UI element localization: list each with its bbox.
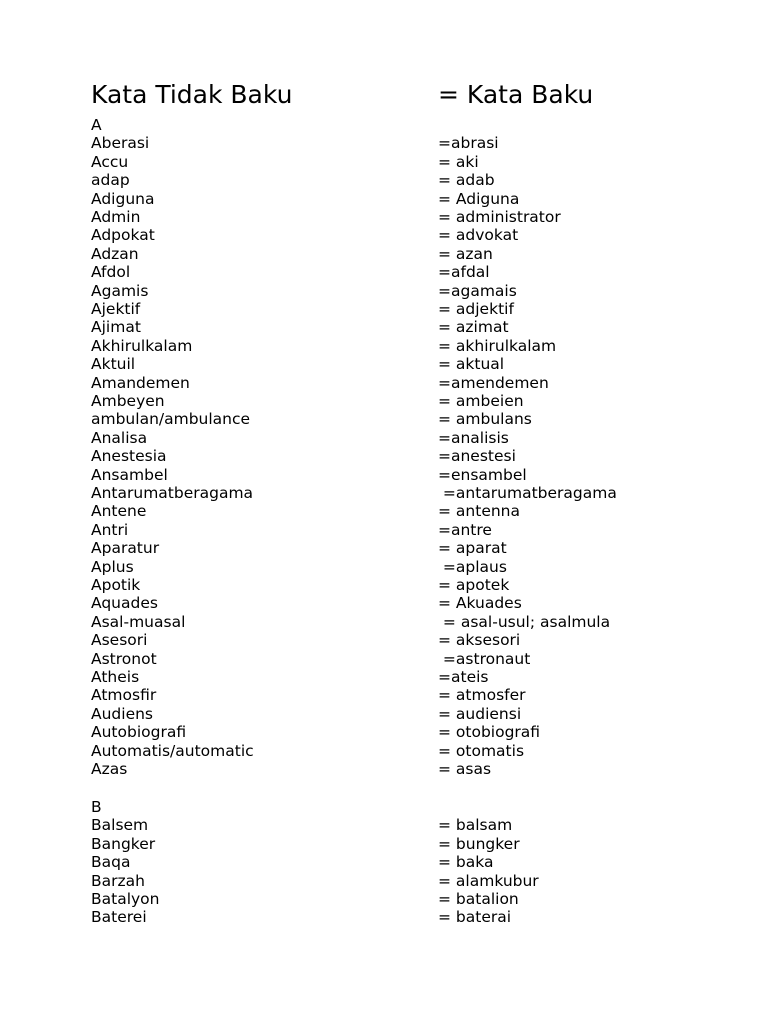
kata-baku: =ensambel: [438, 465, 527, 484]
kata-tidak-baku: Afdol: [91, 263, 131, 282]
kata-baku: = batalion: [438, 890, 519, 908]
list-item: [0, 153, 768, 171]
kata-baku: = Akuades: [438, 594, 522, 613]
header-kata-tidak-baku: Kata Tidak Baku: [91, 80, 293, 109]
list-item: [0, 190, 768, 208]
kata-baku: = ambeien: [438, 392, 524, 410]
kata-baku: = aktual: [438, 355, 505, 374]
kata-tidak-baku: Atmosfir: [91, 686, 157, 705]
kata-tidak-baku: Atheis: [91, 668, 140, 686]
kata-baku: = asas: [438, 760, 492, 778]
list-item: [0, 539, 768, 557]
kata-baku: = audiensi: [438, 704, 522, 723]
kata-tidak-baku: Akhirulkalam: [91, 336, 193, 355]
list-item: [0, 835, 768, 853]
kata-tidak-baku: Ansambel: [91, 465, 168, 484]
kata-tidak-baku: Anestesia: [91, 447, 167, 466]
list-item: [0, 318, 768, 336]
kata-baku: = Adiguna: [438, 189, 520, 208]
kata-baku: = balsam: [438, 816, 513, 835]
list-item: [0, 686, 768, 704]
kata-tidak-baku: Antarumatberagama: [91, 484, 254, 502]
kata-baku: = baka: [438, 853, 494, 872]
kata-tidak-baku: Autobiografi: [91, 723, 187, 742]
list-item: [0, 872, 768, 890]
list-item: [0, 705, 768, 723]
list-item: [0, 631, 768, 649]
kata-tidak-baku: Ajimat: [91, 318, 141, 337]
kata-baku: = antenna: [438, 502, 520, 521]
kata-tidak-baku: Aplus: [91, 557, 134, 576]
kata-baku: =ateis: [438, 668, 489, 686]
kata-tidak-baku: Aquades: [91, 594, 158, 613]
list-item: [0, 890, 768, 908]
list-item: [0, 171, 768, 189]
kata-tidak-baku: Ajektif: [91, 300, 141, 318]
kata-baku: = akhirulkalam: [438, 336, 557, 355]
list-item: [0, 853, 768, 871]
list-item: [0, 263, 768, 281]
kata-baku: = apotek: [438, 576, 510, 594]
kata-baku: = administrator: [438, 208, 561, 226]
kata-baku: = aksesori: [438, 631, 521, 650]
list-item: [0, 355, 768, 373]
kata-baku: = adjektif: [438, 300, 514, 318]
kata-tidak-baku: Agamis: [91, 281, 149, 300]
list-item: [0, 594, 768, 612]
kata-tidak-baku: Asal-muasal: [91, 612, 186, 631]
list-item: [0, 282, 768, 300]
kata-baku: =abrasi: [438, 134, 499, 153]
list-item: [0, 723, 768, 741]
kata-baku: =aplaus: [438, 557, 507, 576]
kata-tidak-baku: Ambeyen: [91, 392, 165, 410]
list-item: [0, 742, 768, 760]
kata-tidak-baku: Aparatur: [91, 539, 160, 558]
kata-tidak-baku: Adpokat: [91, 226, 155, 245]
list-item: [0, 613, 768, 631]
kata-baku: = aki: [438, 152, 479, 171]
kata-baku: =amendemen: [438, 373, 549, 392]
kata-tidak-baku: Admin: [91, 208, 141, 226]
kata-baku: = asal-usul; asalmula: [438, 612, 611, 631]
kata-tidak-baku: Baterei: [91, 908, 147, 927]
header-kata-baku: = Kata Baku: [438, 80, 594, 109]
kata-baku: =antre: [438, 520, 492, 539]
list-item: [0, 300, 768, 318]
kata-baku: = azan: [438, 244, 493, 263]
kata-tidak-baku: Asesori: [91, 631, 148, 650]
kata-tidak-baku: Aberasi: [91, 134, 150, 153]
kata-baku: = atmosfer: [438, 686, 526, 705]
kata-baku: = aparat: [438, 539, 507, 558]
list-item: [0, 908, 768, 926]
list-item: [0, 226, 768, 244]
kata-baku: = otomatis: [438, 741, 525, 760]
section-letter: B: [91, 798, 102, 816]
kata-tidak-baku: Amandemen: [91, 373, 190, 392]
table-header: [0, 78, 768, 112]
list-item: [0, 558, 768, 576]
kata-tidak-baku: adap: [91, 171, 130, 190]
kata-baku: =astronaut: [438, 649, 531, 668]
kata-tidak-baku: Adzan: [91, 244, 139, 263]
kata-baku: =analisis: [438, 428, 509, 447]
list-item: [0, 760, 768, 778]
kata-tidak-baku: Barzah: [91, 871, 145, 890]
kata-baku: = azimat: [438, 318, 509, 337]
kata-baku: =anestesi: [438, 447, 516, 466]
list-item: [0, 650, 768, 668]
list-item: [0, 502, 768, 520]
list-item: [0, 337, 768, 355]
kata-tidak-baku: Audiens: [91, 704, 154, 723]
list-item: [0, 521, 768, 539]
list-item: [0, 429, 768, 447]
kata-baku: =agamais: [438, 281, 517, 300]
kata-baku: = ambulans: [438, 410, 532, 429]
kata-tidak-baku: Automatis/automatic: [91, 741, 254, 760]
kata-tidak-baku: Adiguna: [91, 189, 155, 208]
list-item: [0, 392, 768, 410]
kata-baku: = bungker: [438, 834, 520, 853]
kata-tidak-baku: Aktuil: [91, 355, 136, 374]
kata-baku: = advokat: [438, 226, 519, 245]
kata-tidak-baku: Accu: [91, 152, 129, 171]
kata-tidak-baku: Apotik: [91, 576, 141, 594]
kata-baku: =antarumatberagama: [438, 484, 617, 502]
kata-tidak-baku: Balsem: [91, 816, 149, 835]
list-item: [0, 484, 768, 502]
kata-baku: = otobiografi: [438, 723, 541, 742]
kata-baku: = adab: [438, 171, 495, 190]
list-item: [0, 466, 768, 484]
kata-tidak-baku: Analisa: [91, 428, 148, 447]
list-item: [0, 134, 768, 152]
kata-tidak-baku: ambulan/ambulance: [91, 410, 251, 429]
list-item: [0, 576, 768, 594]
kata-tidak-baku: Batalyon: [91, 890, 160, 908]
kata-tidak-baku: Bangker: [91, 834, 156, 853]
kata-tidak-baku: Azas: [91, 760, 128, 778]
kata-baku: =afdal: [438, 263, 490, 282]
list-item: [0, 668, 768, 686]
kata-tidak-baku: Baqa: [91, 853, 131, 872]
list-item: [0, 208, 768, 226]
kata-baku: = alamkubur: [438, 871, 539, 890]
kata-tidak-baku: Antri: [91, 520, 129, 539]
list-item: [0, 245, 768, 263]
section-letter: A: [91, 116, 102, 134]
list-item: [0, 410, 768, 428]
list-item: [0, 447, 768, 465]
list-item: [0, 816, 768, 834]
kata-tidak-baku: Astronot: [91, 649, 157, 668]
kata-baku: = baterai: [438, 908, 512, 927]
list-item: [0, 374, 768, 392]
kata-tidak-baku: Antene: [91, 502, 147, 521]
